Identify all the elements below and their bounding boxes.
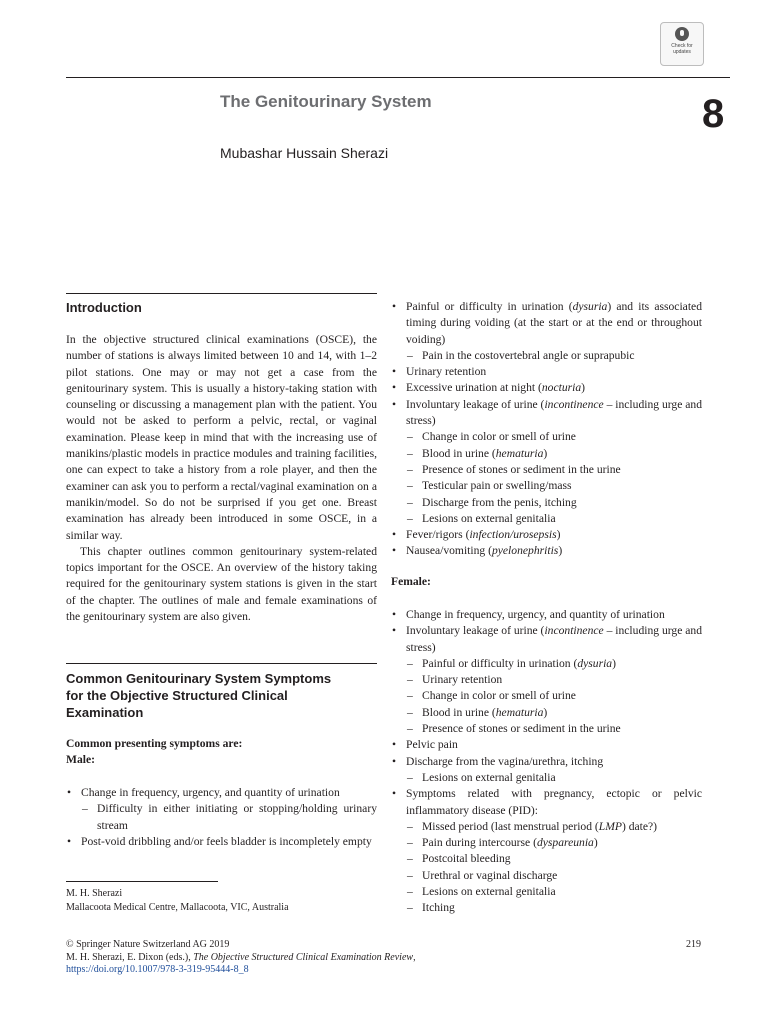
- copyright-line: © Springer Nature Switzerland AG 2019: [66, 939, 230, 950]
- check-for-updates-badge[interactable]: [660, 22, 704, 66]
- bullet-item: • Change in frequency, urgency, and quantity of urination: [66, 785, 377, 801]
- sub-item: – Lesions on external genitalia: [391, 770, 702, 786]
- sub-item: – Testicular pain or swelling/mass: [391, 478, 702, 494]
- male-label: Male:: [66, 753, 95, 766]
- symptoms-rule: [66, 663, 377, 664]
- bullet-item: • Fever/rigors (infection/urosepsis): [391, 527, 702, 543]
- bullet-item: • Excessive urination at night (nocturia): [391, 380, 702, 396]
- sub-item: – Presence of stones or sediment in the urine: [391, 462, 702, 478]
- sub-item: – Postcoital bleeding: [391, 851, 702, 867]
- footnote-rule: [66, 881, 218, 882]
- intro-paragraph-1: In the objective structured clinical examinations (OSCE), the number of stations is always limited between 10 and 14, with 1–2 pilot stations. One may or may not get a case from the genitourinary system. This is usually a history-taking station with counseling or discussing a management plan with the patient. You would not be asked to perform a pelvic, rectal, or vaginal examination. Please keep in mind that with the increasing use of manikins/plastic models in practice modules and training facilities, one can expect to take a history from a role player, and then the examiner can ask you to perform a rectal/vaginal examination on a manikin/model. So do not be surprised if you get one. Breast examination has already been introduced in some OSCE, in a similar way.: [66, 333, 377, 542]
- footnote-affiliation: Mallacoota Medical Centre, Mallacoota, VIC, Australia: [66, 902, 289, 913]
- sub-item: – Change in color or smell of urine: [391, 688, 702, 704]
- sub-item: – Pain during intercourse (dyspareunia): [391, 835, 702, 851]
- bullet-item: • Change in frequency, urgency, and quantity of urination: [391, 607, 702, 623]
- symptoms-heading: Common Genitourinary System Symptoms for the Objective Structured Clinical Examination: [66, 671, 332, 720]
- female-symptom-list: [391, 607, 702, 917]
- sub-item: – Lesions on external genitalia: [391, 511, 702, 527]
- sub-item: – Urinary retention: [391, 672, 702, 688]
- sub-item: – Difficulty in either initiating or stopping/holding urinary stream: [66, 801, 377, 834]
- sub-item: – Missed period (last menstrual period (LMP) date?): [391, 819, 702, 835]
- sub-item: – Lesions on external genitalia: [391, 884, 702, 900]
- sub-item: – Presence of stones or sediment in the urine: [391, 721, 702, 737]
- bullet-item: • Discharge from the vagina/urethra, itching: [391, 754, 702, 770]
- page-number: 219: [686, 939, 701, 950]
- bullet-item: • Painful or difficulty in urination (dysuria) and its associated timing during voiding (at the start or at the end or throughout voiding): [391, 299, 702, 348]
- footnote-name: M. H. Sherazi: [66, 888, 123, 899]
- bullet-item: • Pelvic pain: [391, 737, 702, 753]
- female-label: Female:: [391, 575, 431, 588]
- citation-line: M. H. Sherazi, E. Dixon (eds.), The Objective Structured Clinical Examination Review,: [66, 951, 416, 963]
- footnote: [66, 887, 289, 915]
- author-name: Mubashar Hussain Sherazi: [220, 145, 389, 161]
- sub-item: – Blood in urine (hematuria): [391, 446, 702, 462]
- sub-item: – Painful or difficulty in urination (dysuria): [391, 656, 702, 672]
- sub-item: – Itching: [391, 900, 702, 916]
- chapter-title: The Genitourinary System: [220, 92, 432, 111]
- bullet-item: • Involuntary leakage of urine (incontinence – including urge and stress): [391, 397, 702, 430]
- intro-heading: Introduction: [66, 300, 142, 315]
- bullet-item: • Involuntary leakage of urine (incontinence – including urge and stress): [391, 623, 702, 656]
- chapter-number: 8: [702, 92, 725, 136]
- bookmark-icon: [675, 27, 689, 41]
- bullet-item: • Nausea/vomiting (pyelonephritis): [391, 543, 702, 559]
- male-symptom-list-right: [391, 299, 702, 560]
- sub-item: – Blood in urine (hematuria): [391, 705, 702, 721]
- copyright-block: [66, 939, 466, 977]
- intro-body: [66, 332, 377, 625]
- sub-item: – Pain in the costovertebral angle or suprapubic: [391, 348, 702, 364]
- badge-text: Check for updates: [671, 43, 693, 55]
- doi-link[interactable]: https://doi.org/10.1007/978-3-319-95444-8_8: [66, 964, 249, 975]
- intro-rule: [66, 293, 377, 294]
- header-rule: [66, 77, 730, 78]
- intro-paragraph-2: This chapter outlines common genitourinary system-related topics important for the OSCE. An overview of the history taking required for the genitourinary system stations is given in the start of the chapter. The outlines of male and female examinations of the genitourinary system are also given.: [66, 544, 377, 624]
- sub-item: – Change in color or smell of urine: [391, 429, 702, 445]
- bullet-item: • Post-void dribbling and/or feels bladder is incompletely empty: [66, 834, 377, 850]
- sub-item: – Urethral or vaginal discharge: [391, 868, 702, 884]
- presenting-label: Common presenting symptoms are:: [66, 737, 243, 750]
- male-symptom-list-left: [66, 785, 377, 850]
- sub-item: – Discharge from the penis, itching: [391, 495, 702, 511]
- bullet-item: • Urinary retention: [391, 364, 702, 380]
- bullet-item: • Symptoms related with pregnancy, ectopic or pelvic inflammatory disease (PID):: [391, 786, 702, 819]
